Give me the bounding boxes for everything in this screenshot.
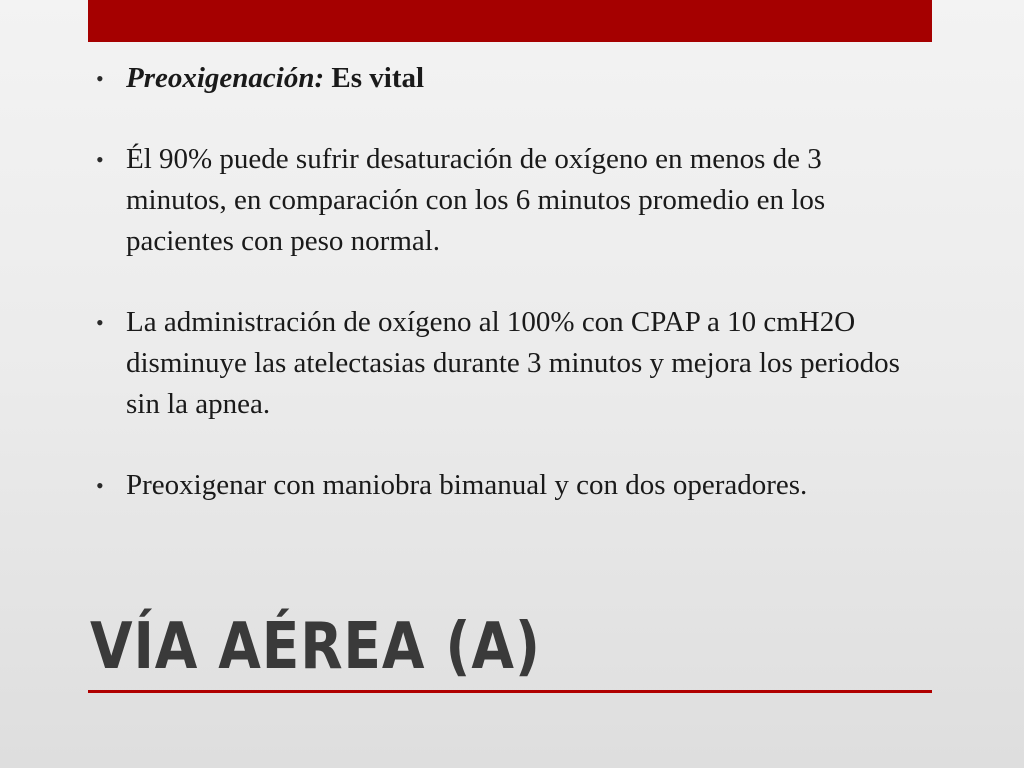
bullet-item xyxy=(96,302,906,425)
bullet-item xyxy=(96,139,906,262)
bullet-dot-icon: • xyxy=(96,310,104,335)
bullet-text: La administración de oxígeno al 100% con CPAP a 10 cmH2O disminuye las atelectasias durante 3 minutos y mejora los periodos sin la apnea. xyxy=(126,306,900,420)
top-accent-bar xyxy=(88,0,932,42)
bullet-item xyxy=(96,465,906,506)
bullet-dot-icon: • xyxy=(96,66,104,91)
bullet-lead: Preoxigenación: xyxy=(126,62,325,94)
bullet-text: Preoxigenar con maniobra bimanual y con dos operadores. xyxy=(126,469,808,501)
bullet-text: Él 90% puede sufrir desaturación de oxígeno en menos de 3 minutos, en comparación con los 6 minutos promedio en los pacientes con peso normal. xyxy=(126,143,826,257)
bullet-dot-icon: • xyxy=(96,147,104,172)
slide-body xyxy=(96,58,906,546)
bullet-item xyxy=(96,58,906,99)
bullet-dot-icon: • xyxy=(96,473,104,498)
slide-title: VÍA AÉREA (A) xyxy=(90,610,541,684)
bullet-text: Es vital xyxy=(324,62,425,94)
title-underline-rule xyxy=(88,690,932,693)
